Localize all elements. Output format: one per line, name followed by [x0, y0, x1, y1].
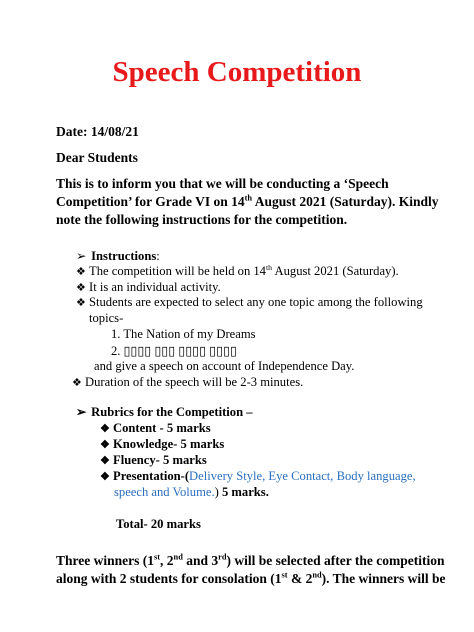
arrow-bullet-icon: ➢ [76, 249, 87, 263]
rubric-presentation-close: ) [214, 485, 219, 499]
arrow-bullet-icon: ➢ [76, 405, 87, 419]
rubrics-total: Total- 20 marks [116, 517, 201, 531]
instruction-2-text: It is an individual activity. [89, 280, 221, 294]
instructions-heading: Instructions [91, 249, 157, 263]
winners-sup-1: st [154, 552, 161, 562]
topic-1: 1. The Nation of my Dreams [111, 327, 256, 341]
rubric-knowledge [100, 437, 224, 452]
winners-l2-text-a: along with 2 students for consolation (1 [56, 571, 282, 586]
date-line: Date: 14/08/21 [56, 124, 139, 139]
greeting: Dear Students [56, 150, 138, 165]
diamond-bullet-icon: ❖ [100, 455, 110, 467]
diamond-bullet-icon: ❖ [72, 377, 82, 389]
intro-line-2-text-b: August 2021 (Saturday). Kindly [252, 194, 439, 209]
rubric-presentation-details-2: speech and Volume. [114, 485, 215, 499]
after-topics-line: and give a speech on account of Independence Day. [94, 359, 355, 373]
rubric-presentation-label: Presentation-( [113, 469, 190, 483]
instruction-item-1 [76, 264, 399, 279]
winners-l2-text-b: & 2 [287, 571, 313, 586]
winners-text-c: and 3 [182, 553, 219, 568]
topic-2: 2. ▯▯▯▯ ▯▯▯ ▯▯▯▯ ▯▯▯▯ [111, 344, 237, 358]
rubric-content-text: Content - 5 marks [113, 421, 211, 435]
intro-line-2-sup: th [244, 193, 253, 203]
rubrics-heading: Rubrics for the Competition – [91, 405, 253, 419]
instruction-1-text-b: August 2021 (Saturday). [272, 264, 399, 278]
diamond-bullet-icon: ❖ [100, 423, 110, 435]
winners-l2-sup-2: nd [312, 570, 322, 580]
instruction-1-sup: th [265, 262, 273, 272]
winners-text-b: , 2 [160, 553, 174, 568]
winners-line-1 [56, 553, 444, 569]
diamond-bullet-icon: ❖ [100, 471, 110, 483]
winners-sup-3: rd [218, 552, 227, 562]
diamond-bullet-icon: ❖ [76, 266, 86, 278]
rubric-knowledge-text: Knowledge- 5 marks [113, 437, 225, 451]
rubric-presentation-cont [114, 485, 269, 500]
instruction-item-3-cont: topics- [89, 311, 124, 325]
rubric-fluency [100, 453, 207, 468]
intro-line-1: This is to inform you that we will be conducting a ‘Speech [56, 176, 389, 191]
diamond-bullet-icon: ❖ [76, 297, 86, 309]
rubric-fluency-text: Fluency- 5 marks [113, 453, 207, 467]
page-title: Speech Competition [112, 56, 362, 88]
instruction-item-3 [76, 295, 423, 310]
winners-text-a: Three winners (1 [56, 553, 154, 568]
winners-l2-text-c: ). The winners will be [321, 571, 446, 586]
rubrics-heading-row [76, 404, 253, 420]
rubric-presentation-marks: 5 marks. [218, 485, 269, 499]
intro-line-2-text: Competition’ for Grade VI on 14 [56, 194, 245, 209]
intro-line-2 [56, 194, 438, 210]
rubric-content [100, 421, 211, 436]
rubric-presentation [100, 469, 416, 484]
winners-line-2 [56, 571, 446, 587]
instruction-item-2 [76, 280, 221, 295]
instruction-3-text: Students are expected to select any one topic among the following [89, 295, 423, 309]
instructions-heading-colon: : [156, 249, 160, 263]
instruction-1-text: The competition will be held on 14 [89, 264, 266, 278]
winners-text-d: ) will be selected after the competition [226, 553, 445, 568]
rubric-presentation-details: Delivery Style, Eye Contact, Body language, [189, 469, 416, 483]
diamond-bullet-icon: ❖ [100, 439, 110, 451]
instruction-4-text: Duration of the speech will be 2-3 minutes. [85, 375, 304, 389]
winners-sup-2: nd [173, 552, 183, 562]
instruction-item-4 [72, 375, 303, 390]
intro-line-3: note the following instructions for the competition. [56, 212, 348, 227]
diamond-bullet-icon: ❖ [76, 282, 86, 294]
instructions-heading-row [76, 248, 160, 264]
winners-l2-sup-1: st [281, 570, 288, 580]
